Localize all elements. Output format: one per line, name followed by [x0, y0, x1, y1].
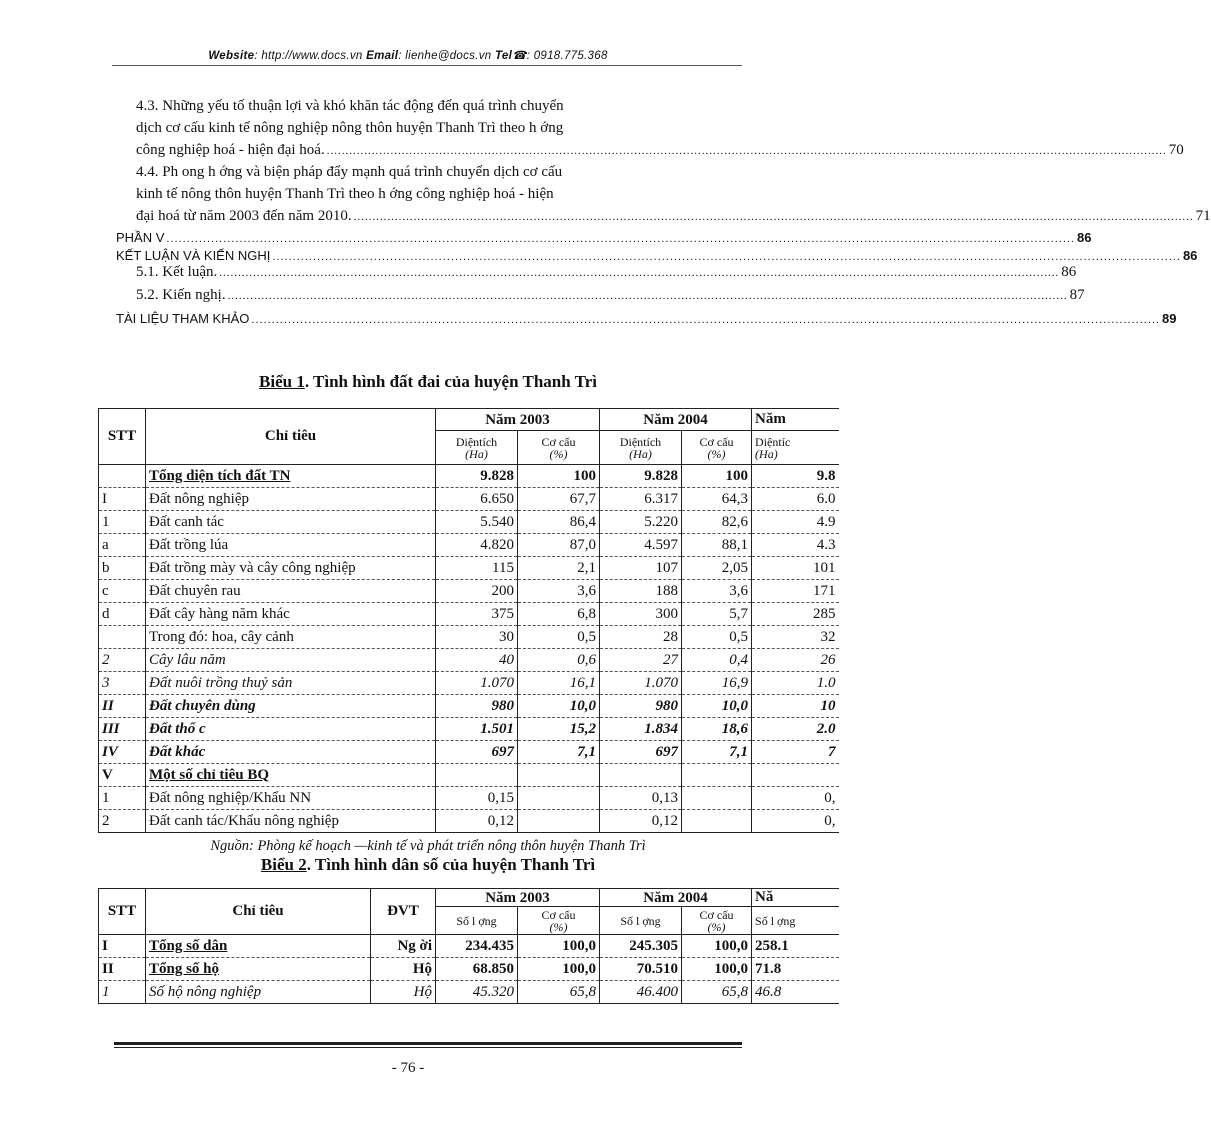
- row-value-c: [600, 764, 682, 787]
- table1-subheader-area-2004: Diệntích (Ha): [600, 431, 682, 465]
- table2-header-dvt: ĐVT: [371, 889, 436, 935]
- row-value-e: [752, 764, 839, 787]
- row-value-e: 258.1: [752, 935, 839, 958]
- table-row: [99, 672, 839, 695]
- row-name: Đất trồng mày và cây công nghiệp: [146, 557, 436, 580]
- website-value: : http://www.docs.vn: [254, 50, 363, 62]
- table-row: [99, 787, 839, 810]
- row-value-a: 0,12: [436, 810, 518, 833]
- row-value-e: 285: [752, 603, 839, 626]
- row-value-e: 6.0: [752, 488, 839, 511]
- row-stt: a: [99, 534, 146, 557]
- toc-item-5-1: [136, 262, 1077, 283]
- table2-subheader-count-2005: Số l ợng: [752, 907, 839, 935]
- row-value-a: 375: [436, 603, 518, 626]
- row-unit: Hộ: [371, 981, 436, 1004]
- row-stt: d: [99, 603, 146, 626]
- row-name: Đất nuôi trồng thuỷ sản: [146, 672, 436, 695]
- row-value-a: [436, 764, 518, 787]
- row-value-e: 46.8: [752, 981, 839, 1004]
- table-row: [99, 649, 839, 672]
- row-value-a: 980: [436, 695, 518, 718]
- row-stt: I: [99, 488, 146, 511]
- row-value-c: 300: [600, 603, 682, 626]
- toc-part-5-text: PHẦN V: [116, 230, 165, 245]
- row-unit: Hộ: [371, 958, 436, 981]
- row-value-b: 67,7: [518, 488, 600, 511]
- table2-subheader-share-2003: Cơ cấu (%): [518, 907, 600, 935]
- toc-item-5-2-text: 5.2. Kiến nghị.: [136, 287, 226, 303]
- row-value-e: 10: [752, 695, 839, 718]
- toc-references-page: 89: [1161, 311, 1177, 326]
- phone-icon: ☎: [512, 50, 527, 62]
- row-value-d: [682, 787, 752, 810]
- table-row: [99, 764, 839, 787]
- table2-header-2005: Nă: [752, 889, 839, 907]
- row-name: Trong đó: hoa, cây cảnh: [146, 626, 436, 649]
- website-label: Website: [208, 50, 255, 62]
- toc-references-text: TÀI LIỆU THAM KHẢO: [116, 311, 250, 326]
- row-value-c: 46.400: [600, 981, 682, 1004]
- row-value-a: 697: [436, 741, 518, 764]
- row-value-c: 0,13: [600, 787, 682, 810]
- row-value-d: 65,8: [682, 981, 752, 1004]
- row-value-d: 18,6: [682, 718, 752, 741]
- row-value-c: 697: [600, 741, 682, 764]
- table-row: [99, 603, 839, 626]
- table-row: [99, 958, 839, 981]
- row-value-e: 101: [752, 557, 839, 580]
- row-value-c: 188: [600, 580, 682, 603]
- row-value-a: 1.070: [436, 672, 518, 695]
- row-value-b: 100,0: [518, 935, 600, 958]
- table1-header-2005: Năm: [752, 409, 839, 431]
- row-value-d: 0,4: [682, 649, 752, 672]
- table1-header-2003: Năm 2003: [436, 409, 600, 431]
- row-value-e: 7: [752, 741, 839, 764]
- table1-subheader-area-2003: Diệntích (Ha): [436, 431, 518, 465]
- row-value-a: 234.435: [436, 935, 518, 958]
- table2-subheader-count-2003: Số l ợng: [436, 907, 518, 935]
- toc-item-5-1-text: 5.1. Kết luận.: [136, 264, 218, 280]
- row-value-c: 28: [600, 626, 682, 649]
- table-row: [99, 580, 839, 603]
- email-label: Email: [366, 50, 399, 62]
- table1-caption: [0, 372, 856, 392]
- land-table: [98, 408, 839, 833]
- table2-header-stt: STT: [99, 889, 146, 935]
- row-name: Đất cây hàng năm khác: [146, 603, 436, 626]
- row-value-a: 30: [436, 626, 518, 649]
- row-value-a: 200: [436, 580, 518, 603]
- row-stt: II: [99, 958, 146, 981]
- tel-label: Tel: [494, 50, 513, 62]
- row-value-d: 0,5: [682, 626, 752, 649]
- row-value-e: 26: [752, 649, 839, 672]
- row-value-e: 0,: [752, 810, 839, 833]
- toc-conclusion-page: 86: [1182, 248, 1198, 263]
- row-value-c: 6.317: [600, 488, 682, 511]
- row-value-c: 27: [600, 649, 682, 672]
- row-value-b: [518, 810, 600, 833]
- table2-caption: [0, 855, 856, 875]
- table-row: [99, 718, 839, 741]
- row-stt: c: [99, 580, 146, 603]
- row-name: Đất khác: [146, 741, 436, 764]
- toc-item-4-3-line3: [136, 140, 1184, 161]
- row-value-d: 100: [682, 465, 752, 488]
- population-table: [98, 888, 839, 1004]
- toc-item-4-3-text: công nghiệp hoá - hiện đại hoá.: [136, 142, 325, 158]
- row-value-c: 4.597: [600, 534, 682, 557]
- row-name: Cây lâu năm: [146, 649, 436, 672]
- row-value-b: 0,6: [518, 649, 600, 672]
- row-value-c: 245.305: [600, 935, 682, 958]
- row-name: Đất canh tác/Khẩu nông nghiệp: [146, 810, 436, 833]
- row-value-d: 64,3: [682, 488, 752, 511]
- toc-item-4-3-line2: dịch cơ cấu kinh tế nông nghiệp nông thôn huyện Thanh Trì theo h ớng: [136, 120, 564, 136]
- row-value-e: 32: [752, 626, 839, 649]
- row-stt: [99, 626, 146, 649]
- toc-item-4-4-line1: 4.4. Ph ong h ớng và biện pháp đẩy mạnh quá trình chuyển dịch cơ cấu: [136, 164, 563, 180]
- table2-header-chitieu: Chỉ tiêu: [146, 889, 371, 935]
- row-stt: 2: [99, 649, 146, 672]
- toc-item-4-3-line1: 4.3. Những yếu tố thuận lợi và khó khăn tác động đến quá trình chuyển: [136, 98, 564, 114]
- email-value: : lienhe@docs.vn: [398, 50, 492, 62]
- table-row: [99, 981, 839, 1004]
- row-value-c: 1.834: [600, 718, 682, 741]
- row-value-c: 1.070: [600, 672, 682, 695]
- row-value-b: 6,8: [518, 603, 600, 626]
- row-value-d: [682, 764, 752, 787]
- row-unit: Ng ời: [371, 935, 436, 958]
- table-row: [99, 810, 839, 833]
- table1-header-stt: STT: [99, 409, 146, 465]
- row-value-a: 115: [436, 557, 518, 580]
- row-value-b: [518, 787, 600, 810]
- toc-item-5-1-page: 86: [1061, 264, 1077, 280]
- table2-header-2004: Năm 2004: [600, 889, 752, 907]
- row-name: Đất trồng lúa: [146, 534, 436, 557]
- table2-caption-title: . Tình hình dân số của huyện Thanh Trì: [306, 855, 596, 874]
- row-stt: 1: [99, 787, 146, 810]
- row-stt: 2: [99, 810, 146, 833]
- toc-item-4-4-line2: kinh tế nông thôn huyện Thanh Trì theo h ớng công nghiệp hoá - hiện: [136, 186, 554, 202]
- row-value-d: 7,1: [682, 741, 752, 764]
- table2-subheader-share-2004: Cơ cấu (%): [682, 907, 752, 935]
- table1-subheader-share-2004: Cơ cấu (%): [682, 431, 752, 465]
- row-value-c: 0,12: [600, 810, 682, 833]
- table-row: [99, 626, 839, 649]
- table-row: [99, 741, 839, 764]
- row-stt: I: [99, 935, 146, 958]
- row-stt: 3: [99, 672, 146, 695]
- table1-subheader-area-2005: Diệntíc (Ha): [752, 431, 839, 465]
- row-value-e: 0,: [752, 787, 839, 810]
- row-value-b: 65,8: [518, 981, 600, 1004]
- table-row: [99, 534, 839, 557]
- toc-conclusion-text: KẾT LUẬN VÀ KIẾN NGHỊ: [116, 248, 271, 263]
- row-value-b: 87,0: [518, 534, 600, 557]
- toc-item-4-4-page: 71: [1195, 208, 1211, 224]
- row-value-b: 2,1: [518, 557, 600, 580]
- row-value-c: 980: [600, 695, 682, 718]
- row-value-e: 171: [752, 580, 839, 603]
- table-row: [99, 557, 839, 580]
- row-name: Tổng diện tích đất TN: [146, 465, 436, 488]
- row-value-b: [518, 764, 600, 787]
- tel-value: : 0918.775.368: [526, 50, 608, 62]
- row-value-d: 2,05: [682, 557, 752, 580]
- page-number: - 76 -: [391, 1060, 425, 1076]
- table2-subheader-count-2004: Số l ợng: [600, 907, 682, 935]
- row-stt: III: [99, 718, 146, 741]
- row-value-b: 10,0: [518, 695, 600, 718]
- row-value-d: 88,1: [682, 534, 752, 557]
- row-value-d: 82,6: [682, 511, 752, 534]
- row-name: Đất chuyên dùng: [146, 695, 436, 718]
- row-stt: V: [99, 764, 146, 787]
- row-value-a: 45.320: [436, 981, 518, 1004]
- row-stt: 1: [99, 981, 146, 1004]
- row-stt: IV: [99, 741, 146, 764]
- toc-item-4-4-line3: [136, 206, 1211, 227]
- table1-header-2004: Năm 2004: [600, 409, 752, 431]
- row-name: Đất nông nghiệp/Khẩu NN: [146, 787, 436, 810]
- toc-references: [116, 309, 1177, 329]
- row-value-b: 15,2: [518, 718, 600, 741]
- row-value-d: 3,6: [682, 580, 752, 603]
- row-stt: b: [99, 557, 146, 580]
- footer-divider-thick: [114, 1042, 742, 1045]
- row-name: Tổng số hộ: [146, 958, 371, 981]
- row-value-b: 100: [518, 465, 600, 488]
- row-value-e: 71.8: [752, 958, 839, 981]
- row-name: Đất canh tác: [146, 511, 436, 534]
- row-value-a: 4.820: [436, 534, 518, 557]
- row-value-c: 9.828: [600, 465, 682, 488]
- row-stt: II: [99, 695, 146, 718]
- toc-part-5-page: 86: [1076, 230, 1092, 245]
- toc-item-5-2-page: 87: [1069, 287, 1085, 303]
- row-value-a: 9.828: [436, 465, 518, 488]
- row-name: Tổng số dân: [146, 935, 371, 958]
- row-value-a: 5.540: [436, 511, 518, 534]
- row-value-a: 1.501: [436, 718, 518, 741]
- toc-item-4-4-text: đại hoá từ năm 2003 đến năm 2010.: [136, 208, 352, 224]
- row-name: Số hộ nông nghiệp: [146, 981, 371, 1004]
- row-value-e: 1.0: [752, 672, 839, 695]
- row-name: Đất chuyên rau: [146, 580, 436, 603]
- row-value-d: 16,9: [682, 672, 752, 695]
- row-value-e: 4.3: [752, 534, 839, 557]
- row-value-a: 6.650: [436, 488, 518, 511]
- row-name: Một số chỉ tiêu BQ: [146, 764, 436, 787]
- row-value-b: 7,1: [518, 741, 600, 764]
- row-value-e: 9.8: [752, 465, 839, 488]
- header-divider: [112, 65, 742, 66]
- toc-item-5-2: [136, 285, 1085, 306]
- footer-divider-thin: [114, 1047, 742, 1048]
- row-value-d: 10,0: [682, 695, 752, 718]
- row-value-b: 3,6: [518, 580, 600, 603]
- row-value-c: 5.220: [600, 511, 682, 534]
- row-value-b: 100,0: [518, 958, 600, 981]
- table1-subheader-share-2003: Cơ cấu (%): [518, 431, 600, 465]
- row-value-a: 40: [436, 649, 518, 672]
- row-value-e: 2.0: [752, 718, 839, 741]
- table2-caption-label: Biểu 2: [260, 855, 307, 874]
- table1-source: Nguồn: Phòng kế hoạch —kinh tế và phát triển nông thôn huyện Thanh Trì: [210, 838, 646, 854]
- table-row: [99, 488, 839, 511]
- row-value-a: 0,15: [436, 787, 518, 810]
- row-value-e: 4.9: [752, 511, 839, 534]
- toc-part-5: [116, 229, 1092, 247]
- row-value-d: 100,0: [682, 935, 752, 958]
- row-stt: [99, 465, 146, 488]
- table-row: [99, 935, 839, 958]
- table1-caption-label: Biểu 1: [259, 372, 305, 391]
- table-row: [99, 465, 839, 488]
- row-value-b: 86,4: [518, 511, 600, 534]
- table1-header-chitieu: Chỉ tiêu: [146, 409, 436, 465]
- row-value-a: 68.850: [436, 958, 518, 981]
- row-value-c: 107: [600, 557, 682, 580]
- row-name: Đất nông nghiệp: [146, 488, 436, 511]
- table-row: [99, 695, 839, 718]
- row-value-d: 100,0: [682, 958, 752, 981]
- row-value-c: 70.510: [600, 958, 682, 981]
- row-name: Đất thổ c: [146, 718, 436, 741]
- table2-header-2003: Năm 2003: [436, 889, 600, 907]
- table-row: [99, 511, 839, 534]
- toc-item-4-3-page: 70: [1168, 142, 1184, 158]
- row-value-d: [682, 810, 752, 833]
- row-value-b: 0,5: [518, 626, 600, 649]
- table1-caption-title: . Tình hình đất đai của huyện Thanh Trì: [304, 372, 597, 391]
- page-header: [0, 48, 816, 62]
- row-value-d: 5,7: [682, 603, 752, 626]
- row-value-b: 16,1: [518, 672, 600, 695]
- row-stt: 1: [99, 511, 146, 534]
